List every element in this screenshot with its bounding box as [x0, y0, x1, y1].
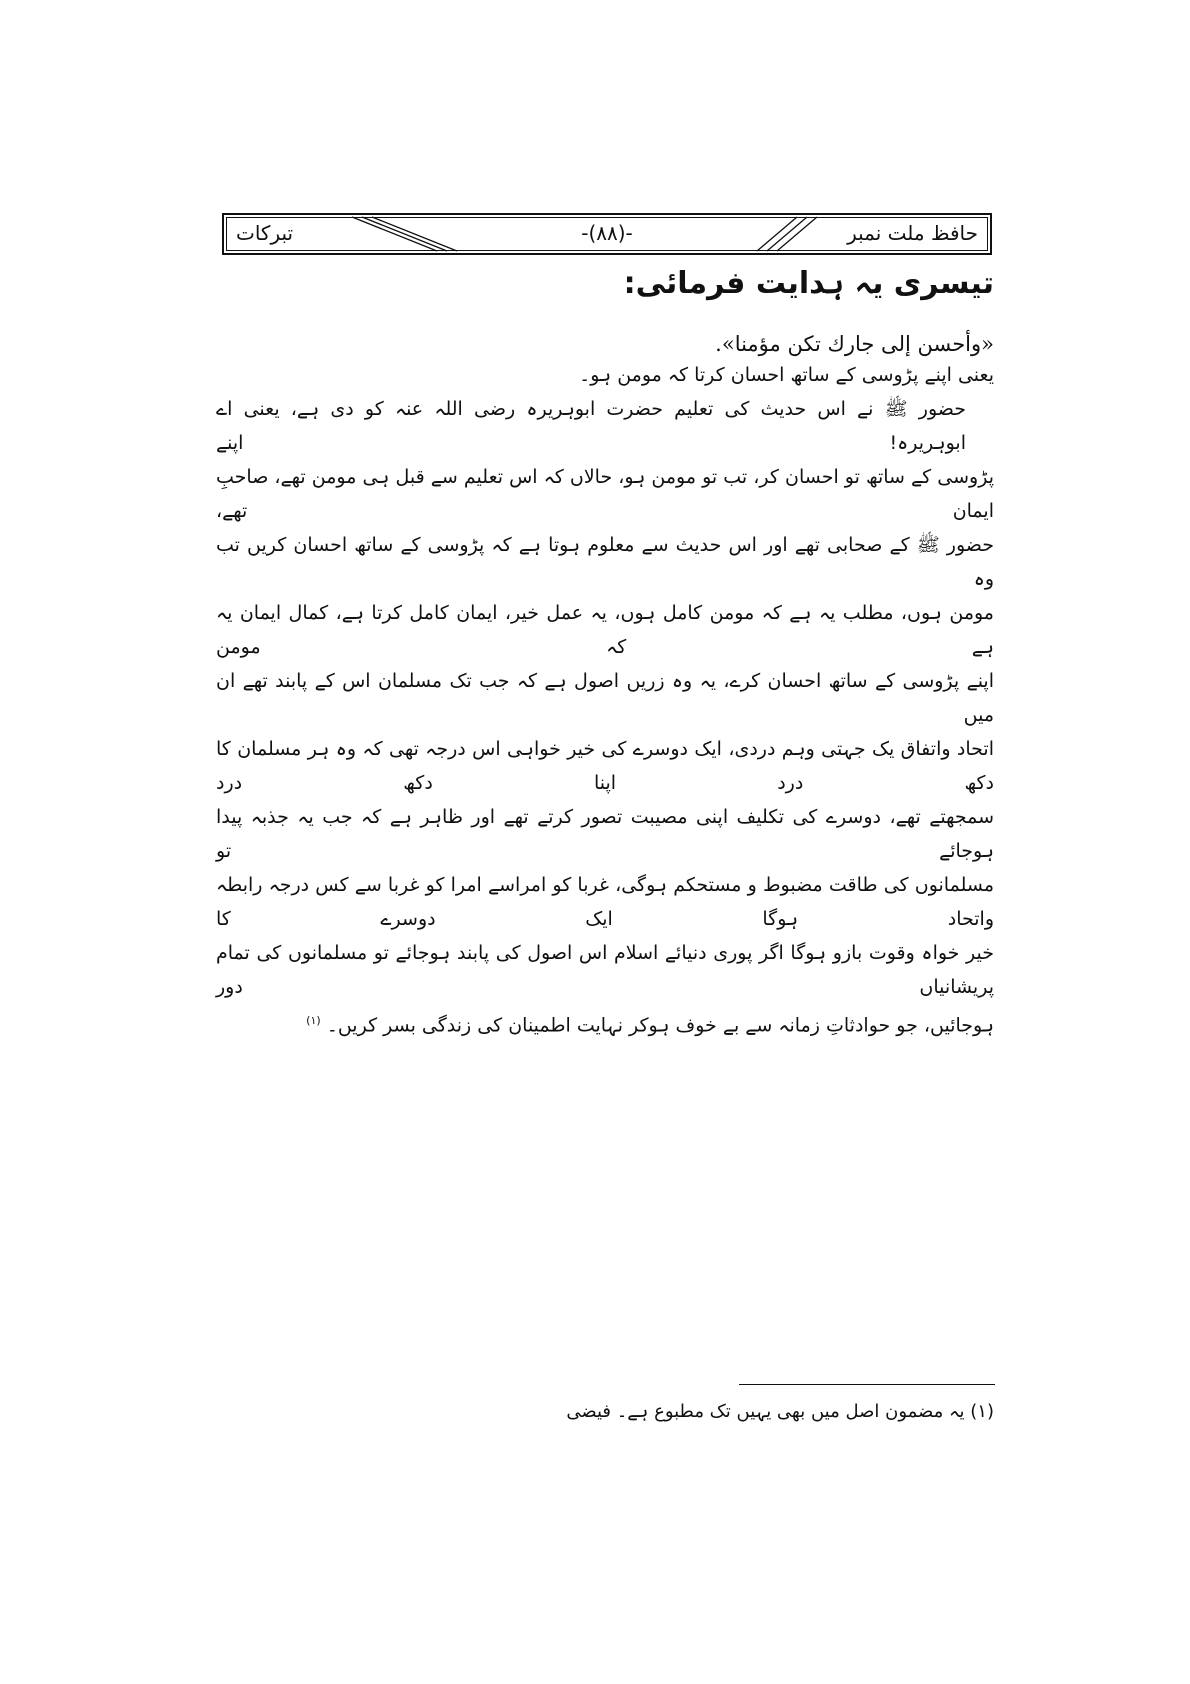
paragraph-line: پڑوسی کے ساتھ تو احسان کر، تب تو مومن ہو، حالاں کہ اس تعلیم سے قبل ہی مومن تھے، صاحبِ ایمان تھے، [216, 466, 994, 522]
paragraph-line: خیر خواہ وقوت بازو ہوگا اگر پوری دنیائے اسلام اس اصول کی پابند ہوجائے تو مسلمانوں کی تمام پریشانیاں دور [216, 942, 994, 998]
translation-line: یعنی اپنے پڑوسی کے ساتھ احسان کرتا کہ مومن ہو۔ [579, 364, 994, 386]
paragraph-line-last [216, 1004, 994, 1042]
page-number [222, 220, 992, 246]
arabic-quote: «وأحسن إلى جارك تكن مؤمنا». [715, 332, 994, 356]
page-number-text: -(۸۸)- [573, 221, 641, 245]
paragraph-line: حضور ﷺ کے صحابی تھے اور اس حدیث سے معلوم ہوتا ہے کہ پڑوسی کے ساتھ احسان کریں تب وہ [216, 534, 994, 590]
section-heading: تیسری یہ ہدایت فرمائی: [623, 266, 994, 301]
paragraph-line: اپنے پڑوسی کے ساتھ احسان کرے، یہ وہ زریں اصول ہے کہ جب تک مسلمان اس کے پابند تھے ان میں [216, 670, 994, 726]
header-chapter-title: تبرکات [230, 220, 299, 246]
body-paragraph [216, 392, 994, 1042]
paragraph-line: حضور ﷺ نے اس حدیث کی تعلیم حضرت ابوہریرہ رضی اللہ عنہ کو دی ہے، یعنی اے ابوہریرہ! اپنے [216, 398, 966, 454]
footnote-divider [739, 1384, 995, 1385]
paragraph-line-text: ہوجائیں، جو حوادثاتِ زمانہ سے بے خوف ہوکر نہایت اطمینان کی زندگی بسر کریں۔ [326, 1014, 994, 1037]
paragraph-line: مومن ہوں، مطلب یہ ہے کہ مومن کامل ہوں، یہ عمل خیر، ایمان کامل کرتا ہے، کمال ایمان یہ ہے کہ مومن [216, 602, 994, 658]
paragraph-line: سمجھتے تھے، دوسرے کی تکلیف اپنی مصیبت تصور کرتے تھے اور ظاہر ہے کہ جب یہ جذبہ پیدا ہوجائے تو [216, 806, 994, 862]
paragraph-line: اتحاد واتفاق یک جہتی وہم دردی، ایک دوسرے کی خیر خواہی اس درجہ تھی کہ وہ ہر مسلمان کا دکھ درد اپنا دکھ درد [216, 738, 994, 794]
page-header [222, 213, 992, 255]
header-section-title: حافظ ملت نمبر [841, 220, 984, 246]
footnote-marker: (۱) [306, 1014, 321, 1027]
paragraph-line: مسلمانوں کی طاقت مضبوط و مستحکم ہوگی، غربا کو امراسے امرا کو غربا سے کس درجہ رابطہ واتحاد ہوگا ایک دوسرے کا [216, 874, 994, 930]
footnote: (۱) یہ مضمون اصل میں بھی یہیں تک مطبوع ہے۔ فیضی [566, 1401, 994, 1422]
